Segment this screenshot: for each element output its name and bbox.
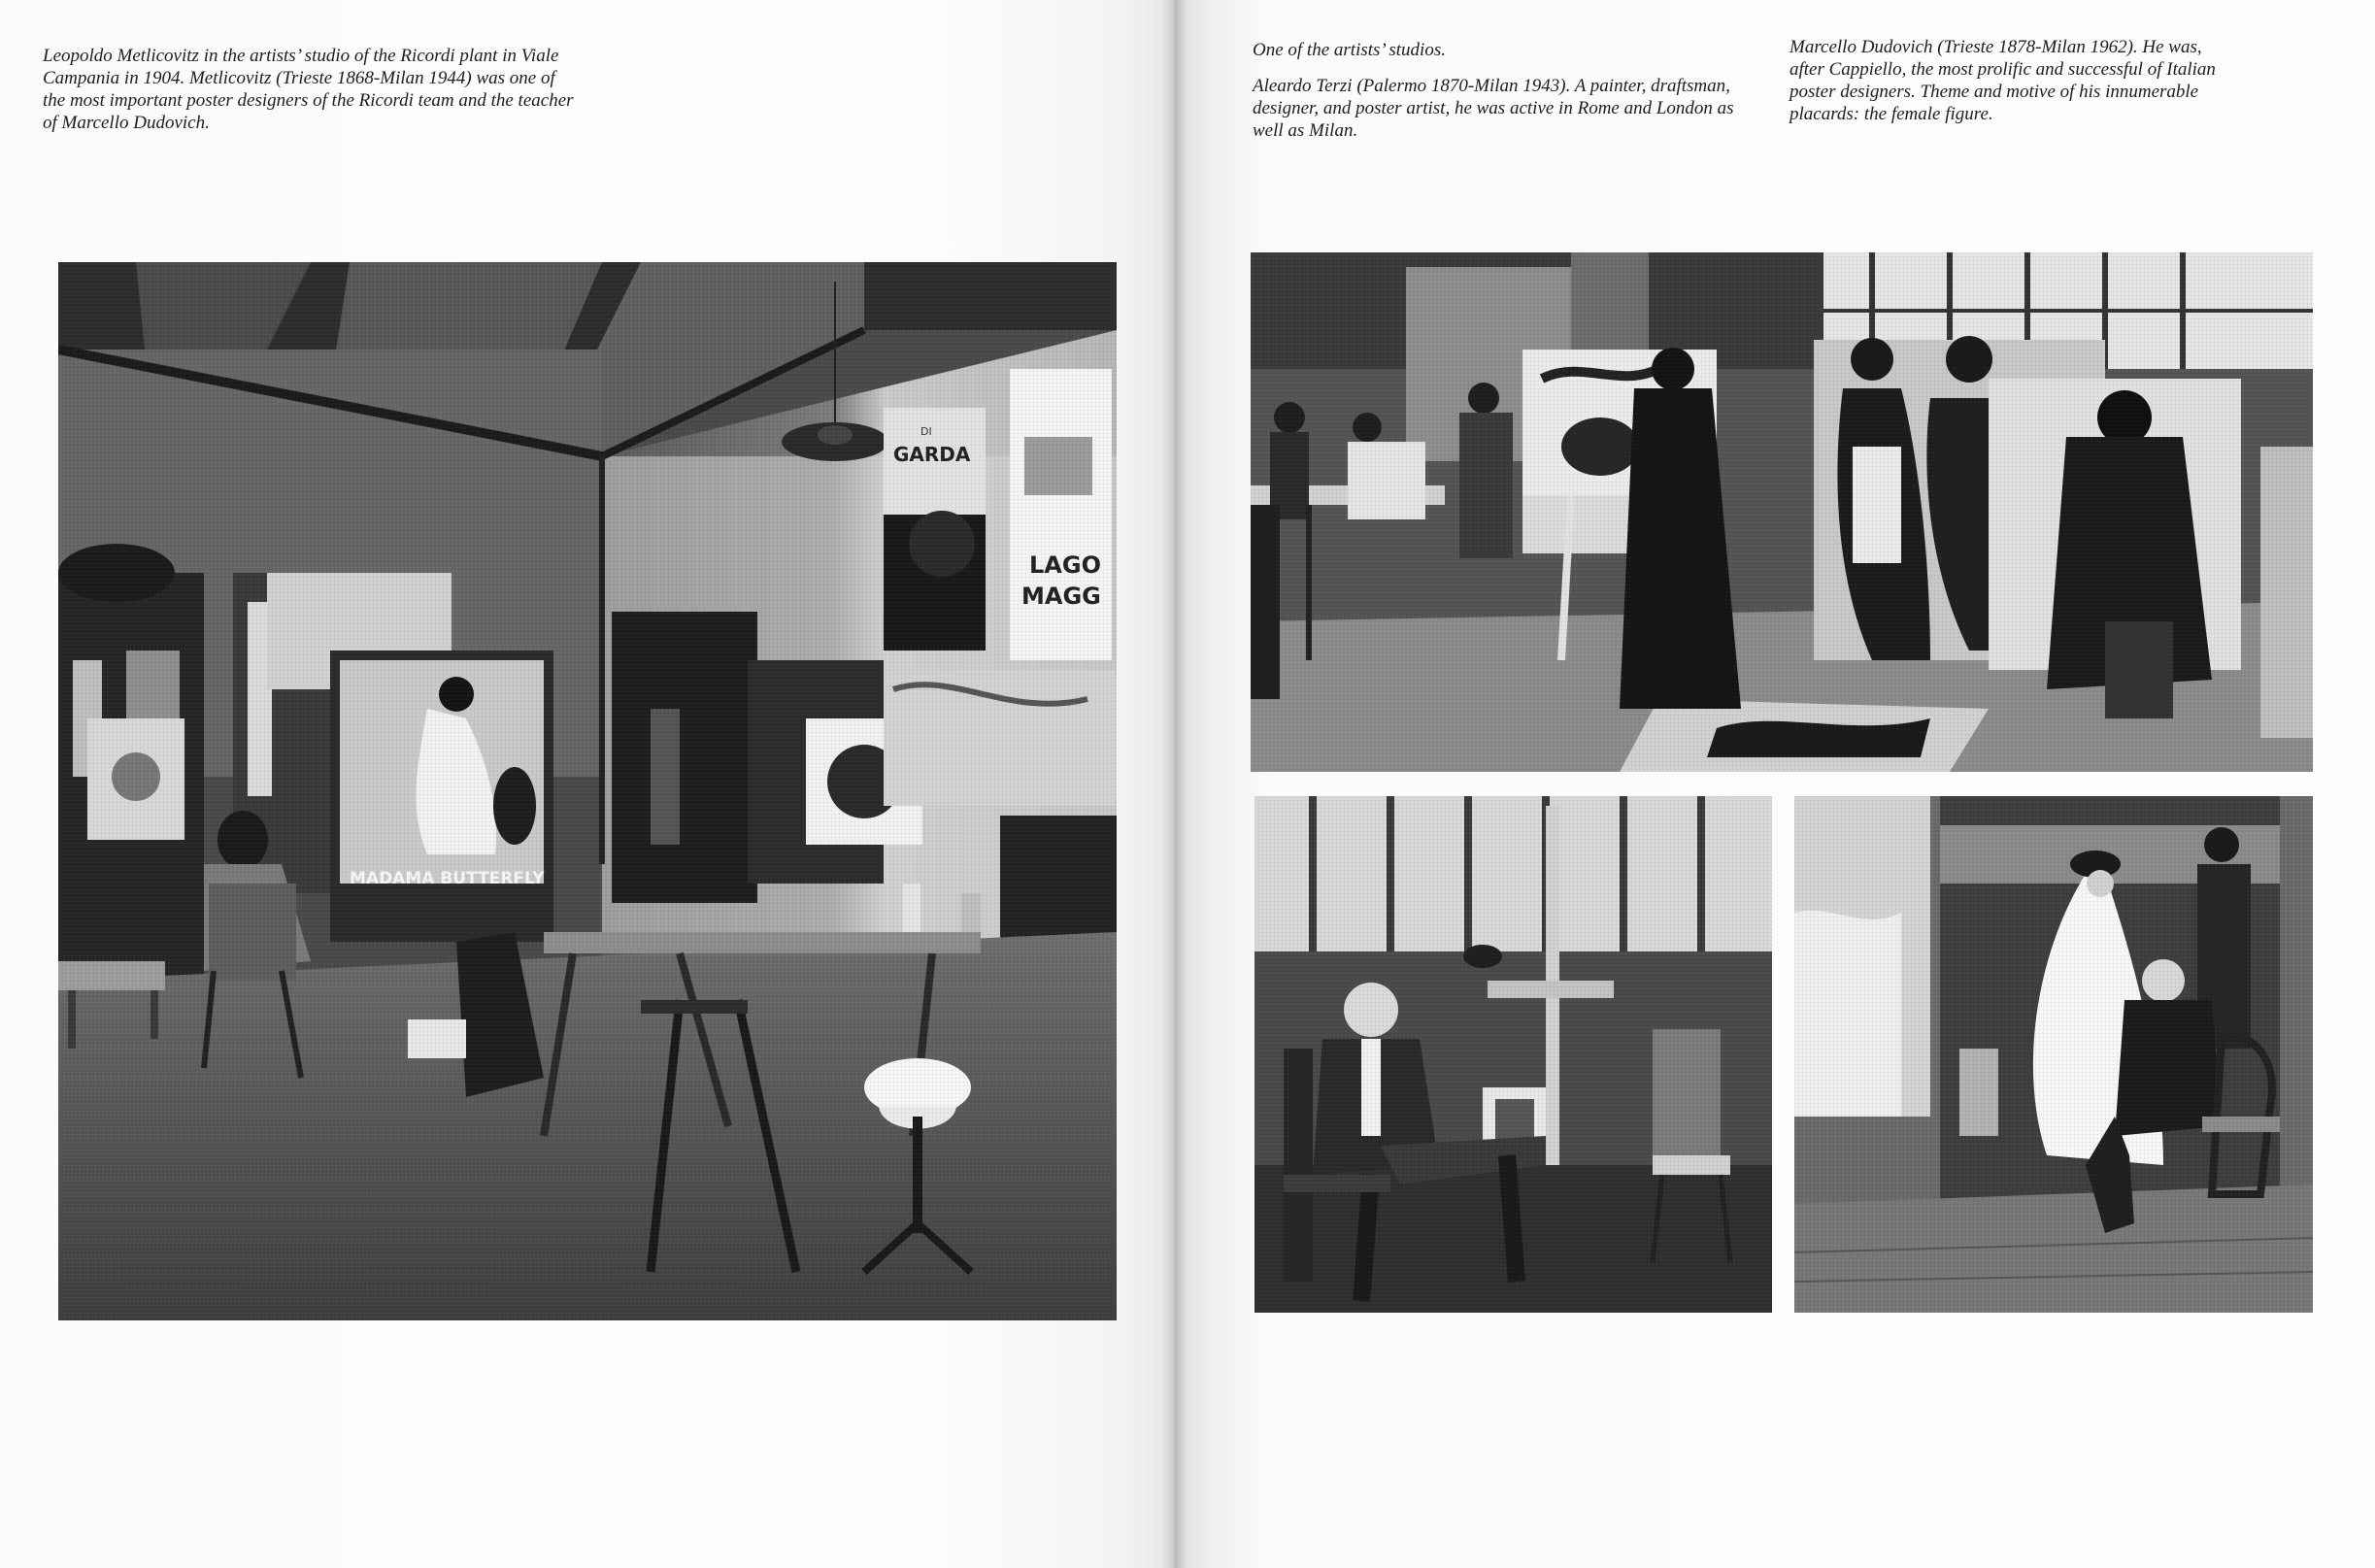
photo-metlicovitz-studio bbox=[58, 262, 1117, 1320]
caption-dudovich bbox=[1790, 36, 2236, 125]
book-gutter bbox=[1161, 0, 1187, 1568]
caption-spacer bbox=[1253, 61, 1757, 75]
photo-marcello-dudovich-image bbox=[1794, 796, 2313, 1313]
right-page bbox=[1175, 0, 2375, 1568]
caption-metlicovitz bbox=[43, 45, 582, 134]
caption-studio-and-terzi bbox=[1253, 39, 1757, 142]
photo-artists-studio-image bbox=[1251, 252, 2313, 772]
caption-studios-text: One of the artists’ studios. bbox=[1253, 40, 1446, 60]
caption-terzi-text: Aleardo Terzi (Palermo 1870-Milan 1943). A painter, draftsman, designer, and poster artist, he was active in Rome and London as well as Milan. bbox=[1253, 76, 1734, 141]
left-page bbox=[0, 0, 1175, 1568]
photo-aleardo-terzi-image bbox=[1254, 796, 1772, 1313]
photo-artists-studio bbox=[1251, 252, 2313, 772]
photo-aleardo-terzi bbox=[1254, 796, 1772, 1313]
caption-metlicovitz-text: Leopoldo Metlicovitz in the artists’ studio of the Ricordi plant in Viale Campania in 1904. Metlicovitz (Trieste 1868-Milan 1944) was one of the most important poster designers of the Ricordi team and the teacher of Marcello Dudovich. bbox=[43, 46, 574, 133]
photo-marcello-dudovich bbox=[1794, 796, 2313, 1313]
photo-metlicovitz-studio-image bbox=[58, 262, 1117, 1320]
caption-dudovich-text: Marcello Dudovich (Trieste 1878-Milan 1962). He was, after Cappiello, the most prolific and successful of Italian poster designers. Theme and motive of his innumerable placards: the female figure. bbox=[1790, 37, 2216, 124]
